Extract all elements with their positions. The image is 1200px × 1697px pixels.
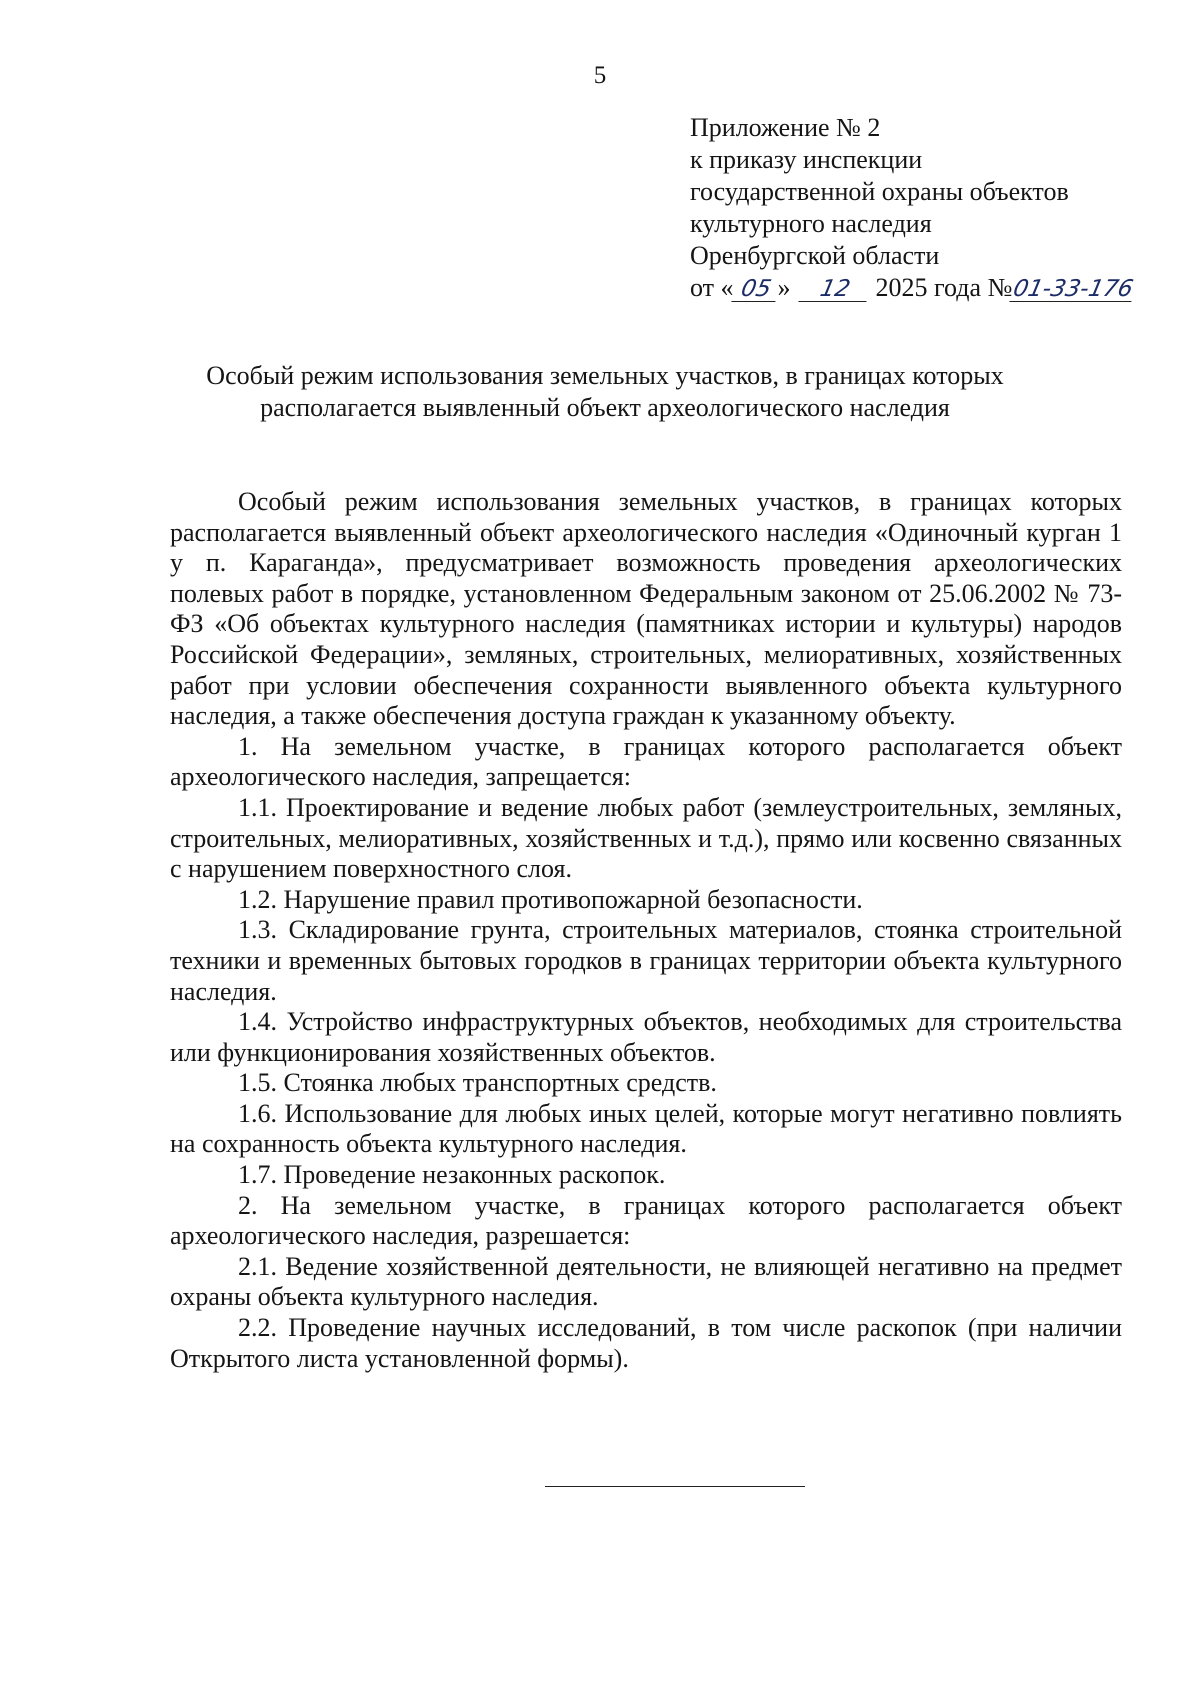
paragraph-2: 2. На земельном участке, в границах которого располагается объект археологического наследия, разрешается: (170, 1190, 1122, 1251)
annex-header (690, 112, 1160, 304)
annex-line-1: Приложение № 2 (690, 113, 881, 142)
handwritten-month: 12 (798, 277, 871, 302)
annex-date-line (690, 272, 1160, 304)
paragraph-intro: Особый режим использования земельных участков, в границах которых располагается выявленный объект археологического наследия «Одиночный курган 1 у п. Караганда», предусматривает возможность проведения археологических полевых работ в порядке, установленном Федеральным законом от 25.06.2002 № 73-ФЗ «Об объектах культурного наследия (памятниках истории и культуры) народов Российской Федерации», земляных, строительных, мелиоративных, хозяйственных работ при условии обеспечения сохранности выявленного объекта культурного наследия, а также обеспечения доступа граждан к указанному объекту. (170, 487, 1122, 731)
date-prefix: от « (690, 273, 734, 302)
paragraph-1-2: 1.2. Нарушение правил противопожарной безопасности. (238, 884, 863, 914)
paragraph-1-7: 1.7. Проведение незаконных раскопок. (238, 1160, 666, 1190)
annex-line-4: культурного наследия (690, 209, 932, 238)
end-separator-line (545, 1486, 805, 1487)
handwritten-order-number: 01-33-176 (1011, 276, 1136, 302)
paragraph-2-1: 2.1. Ведение хозяйственной деятельности, не влияющей негативно на предмет охраны объекта культурного наследия. (170, 1251, 1122, 1312)
document-body (170, 487, 1122, 1374)
date-mid: » (777, 273, 791, 302)
date-year: 2025 года № (875, 273, 1013, 302)
paragraph-1-1: 1.1. Проектирование и ведение любых работ (землеустроительных, земляных, строительных, мелиоративных, хозяйственных и т.д.), прямо или косвенно связанных с нарушением поверхностного слоя. (170, 792, 1122, 884)
annex-line-3: государственной охраны объектов (690, 177, 1069, 206)
paragraph-1-4: 1.4. Устройство инфраструктурных объектов, необходимых для строительства или функционирования хозяйственных объектов. (170, 1007, 1122, 1067)
paragraph-1: 1. На земельном участке, в границах которого располагается объект археологического наследия, запрещается: (170, 731, 1122, 792)
paragraph-1-6: 1.6. Использование для любых иных целей, которые могут негативно повлиять на сохранность объекта культурного наследия. (170, 1098, 1122, 1159)
paragraph-1-5: 1.5. Стоянка любых транспортных средств. (238, 1068, 717, 1098)
annex-line-2: к приказу инспекции (690, 145, 923, 174)
annex-line-5: Оренбургской области (690, 241, 940, 270)
page-number: 5 (593, 62, 607, 89)
paragraph-2-2: 2.2. Проведение научных исследований, в том числе раскопок (при наличии Открытого листа установленной формы). (170, 1313, 1122, 1373)
paragraph-1-3: 1.3. Складирование грунта, строительных материалов, стоянка строительной техники и временных бытовых городков в границах территории объекта культурного наследия. (170, 915, 1122, 1006)
handwritten-day: 05 (731, 277, 780, 302)
document-title: Особый режим использования земельных участков, в границах которых располагается выявленный объект археологического наследия (206, 361, 1004, 422)
